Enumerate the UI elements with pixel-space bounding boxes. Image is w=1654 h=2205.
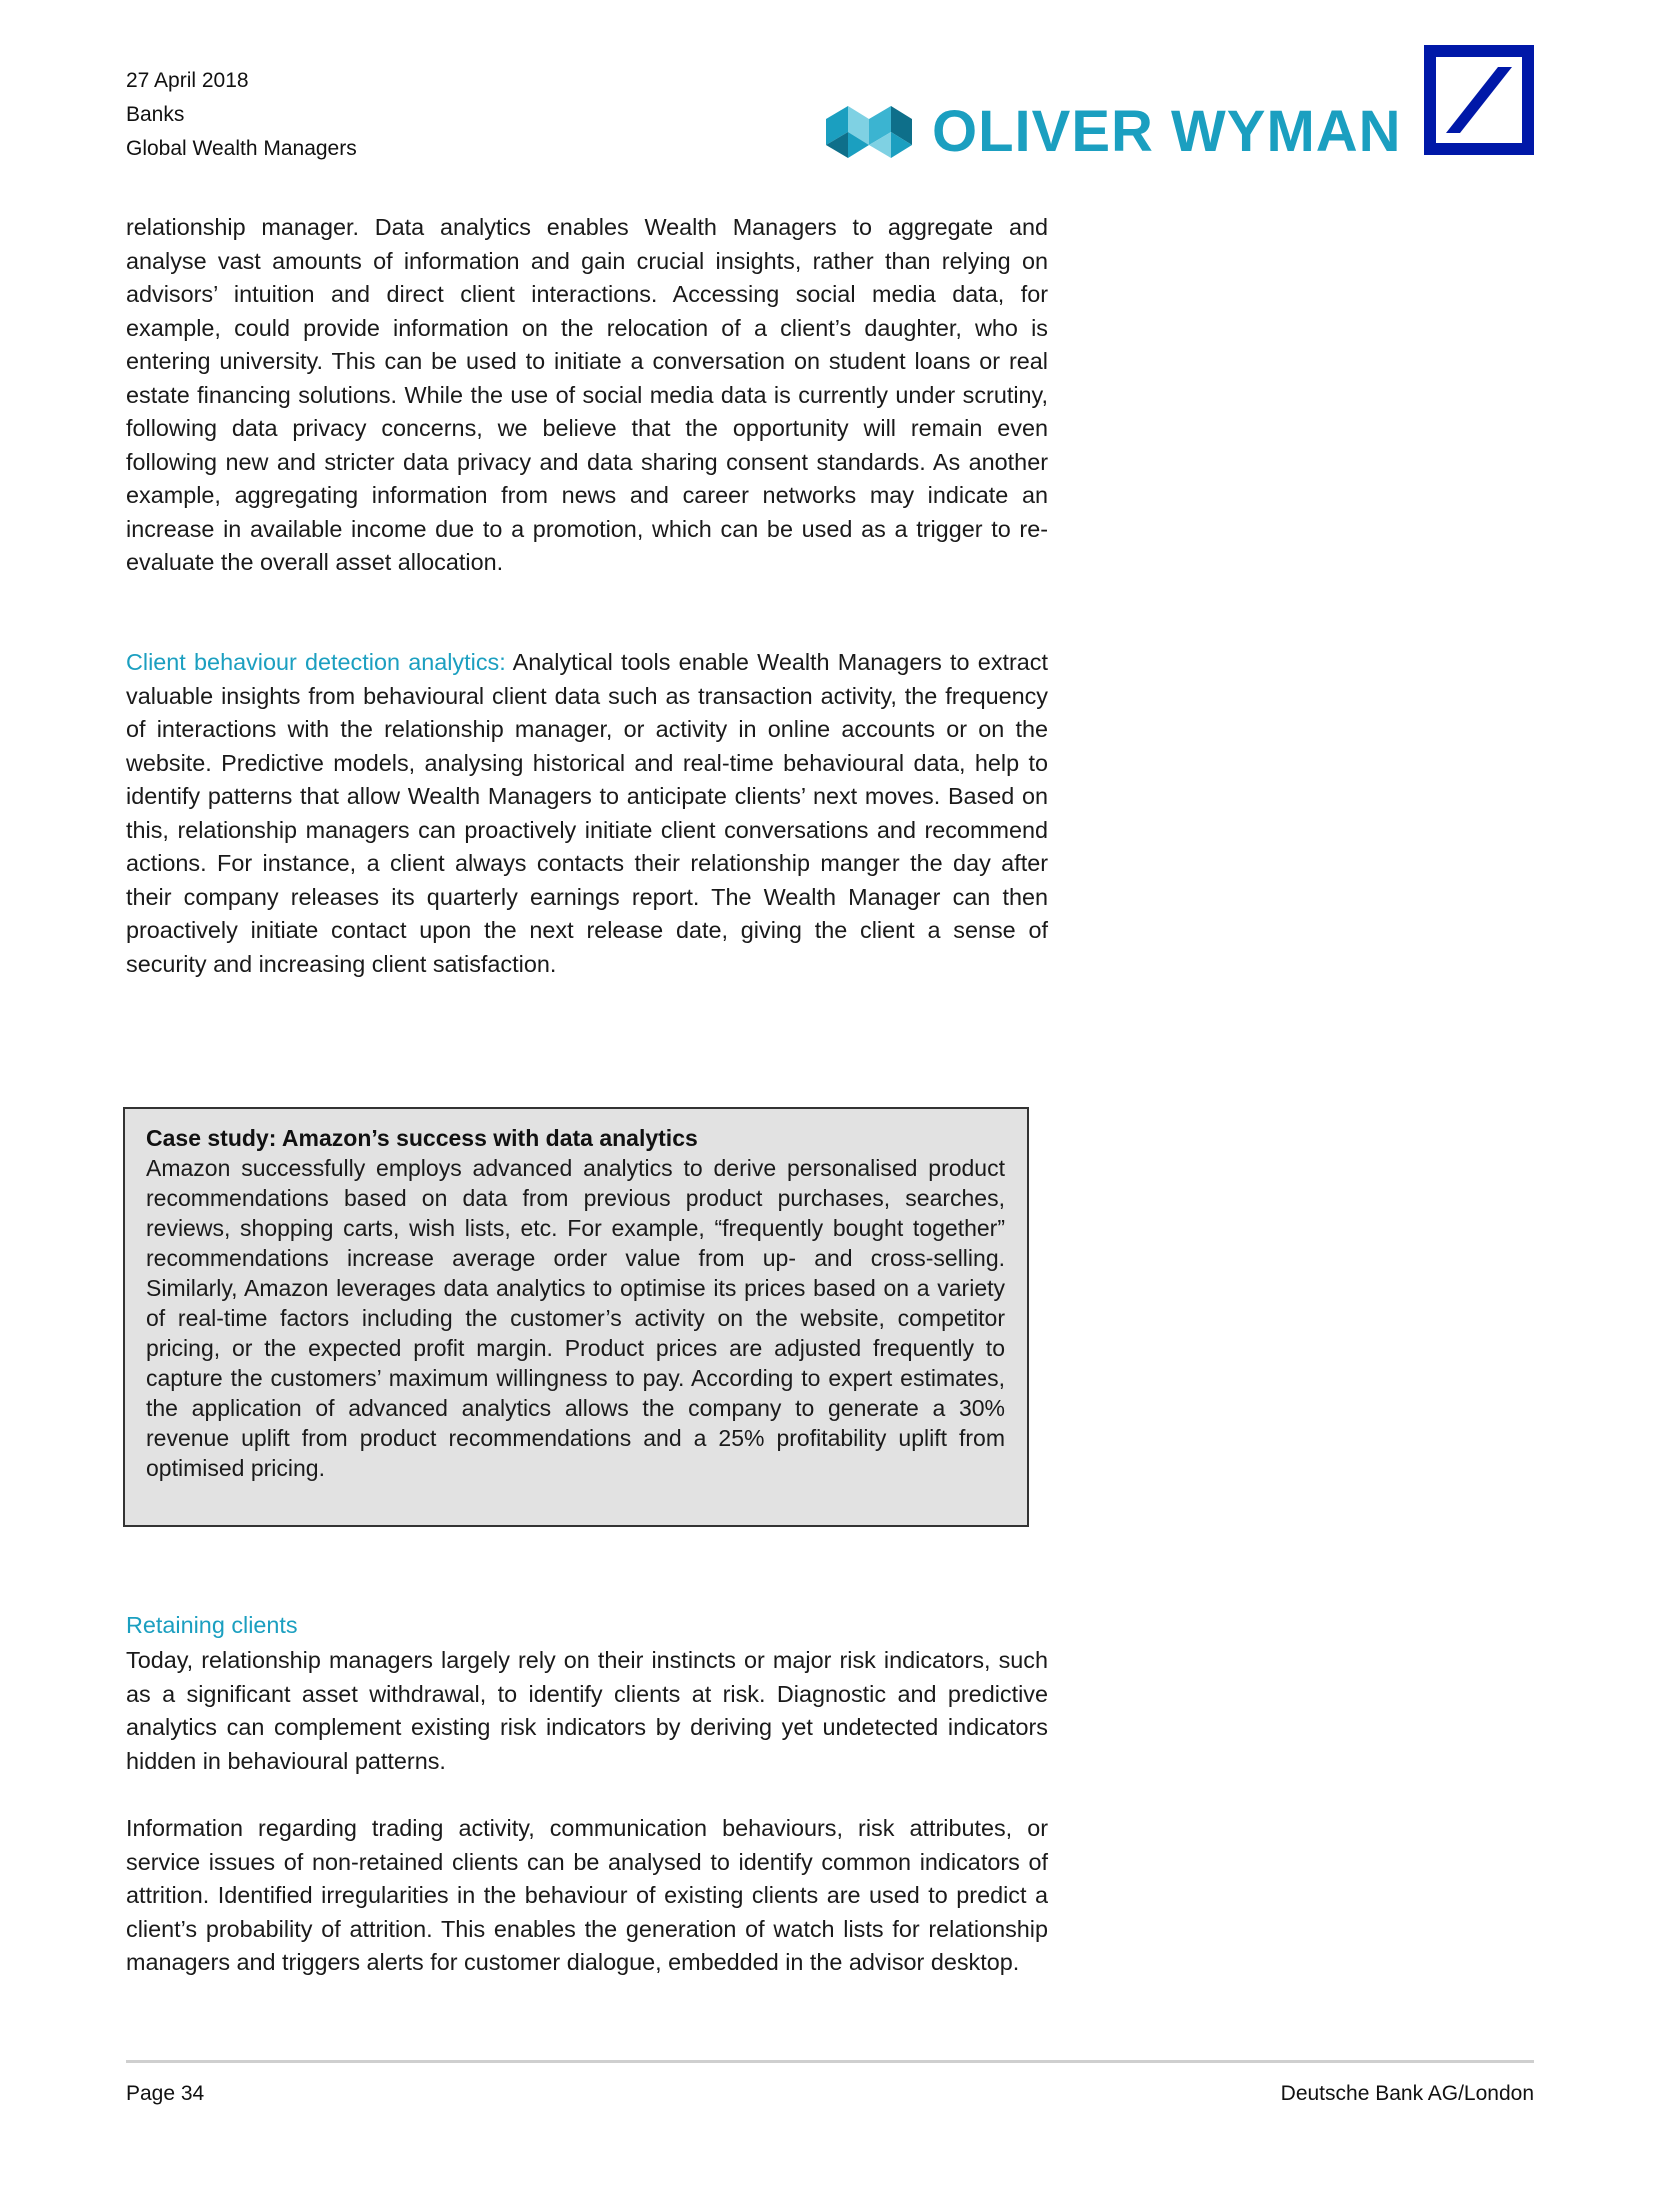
paragraph-body: Analytical tools enable Wealth Managers to extract valuable insights from behavioural client data such as transaction activity, the frequency of interactions with the relationship manager, or activity in online accounts or on the website. Predictive models, analysing historical and real-time behavioural data, help to identify patterns that allow Wealth Managers to anticipate clients’ next moves. Based on this, relationship managers can proactively initiate client conversations and recommend actions. For instance, a client always contacts their relationship manger the day after their company releases its quarterly earnings report. The Wealth Manager can then proactively initiate contact upon the next release date, giving the client a sense of security and increasing client satisfaction.	[126, 649, 1049, 977]
deutsche-bank-slash-icon	[1424, 45, 1534, 155]
case-study-title: Case study: Amazon’s success with data analytics	[146, 1125, 698, 1151]
paragraph-behaviour-detection	[126, 646, 1048, 981]
paragraph-attrition	[126, 1812, 1048, 1980]
report-title: Global Wealth Managers	[126, 137, 357, 160]
oliver-wyman-wordmark: OLIVER WYMAN	[932, 99, 1402, 164]
paragraph-retaining-intro	[126, 1644, 1048, 1778]
footer-divider	[126, 2060, 1534, 2063]
case-study-body: Amazon successfully employs advanced analytics to derive personalised product recommendations based on data from previous product purchases, searches, reviews, shopping carts, wish lists, etc. For example, “frequently bought together” recommendations increase average order value from up- and cross-selling. Similarly, Amazon leverages data analytics to optimise its prices based on a variety of real-time factors including the customer’s activity on the website, competitor pricing, or the expected profit margin. Product prices are adjusted frequently to capture the customers’ maximum willingness to pay. According to expert estimates, the application of advanced analytics allows the company to generate a 30% revenue uplift from product recommendations and a 25% profitability uplift from optimised pricing.	[146, 1155, 1005, 1481]
paragraph-text: Information regarding trading activity, communication behaviours, risk attributes, or service issues of non-retained clients can be analysed to identify common indicators of attrition. Identified irregularities in the behaviour of existing clients are used to predict a client’s probability of attrition. This enables the generation of watch lists for relationship managers and triggers alerts for customer dialogue, embedded in the advisor desktop.	[126, 1815, 1048, 1975]
paragraph-text: Today, relationship managers largely rely on their instincts or major risk indicators, such as a significant asset withdrawal, to identify clients at risk. Diagnostic and predictive analytics can complement existing risk indicators by deriving yet undetected indicators hidden in behavioural patterns.	[126, 1647, 1048, 1774]
publisher-name: Deutsche Bank AG/London	[1280, 2082, 1534, 2105]
header-meta	[126, 64, 357, 166]
paragraph-text	[126, 646, 1048, 981]
oliver-wyman-logo	[826, 99, 1402, 164]
report-sector: Banks	[126, 103, 185, 126]
paragraph-data-analytics	[126, 211, 1048, 580]
oliver-wyman-hexagon-icon	[826, 106, 912, 158]
section-heading-retaining-clients: Retaining clients	[126, 1612, 298, 1638]
paragraph-text: relationship manager. Data analytics enables Wealth Managers to aggregate and analyse vast amounts of information and gain crucial insights, rather than relying on advisors’ intuition and direct client interactions. Accessing social media data, for example, could provide information on the relocation of a client’s daughter, who is entering university. This can be used to initiate a conversation on student loans or real estate financing solutions. While the use of social media data is currently under scrutiny, following data privacy concerns, we believe that the opportunity will remain even following new and stricter data privacy and data sharing consent standards. As another example, aggregating information from news and career networks may indicate an increase in available income due to a promotion, which can be used as a trigger to re-evaluate the overall asset allocation.	[126, 214, 1048, 575]
report-date: 27 April 2018	[126, 69, 249, 92]
page-number: Page 34	[126, 2082, 205, 2105]
case-study-box	[123, 1107, 1029, 1527]
paragraph-lead-term: Client behaviour detection analytics:	[126, 649, 506, 675]
